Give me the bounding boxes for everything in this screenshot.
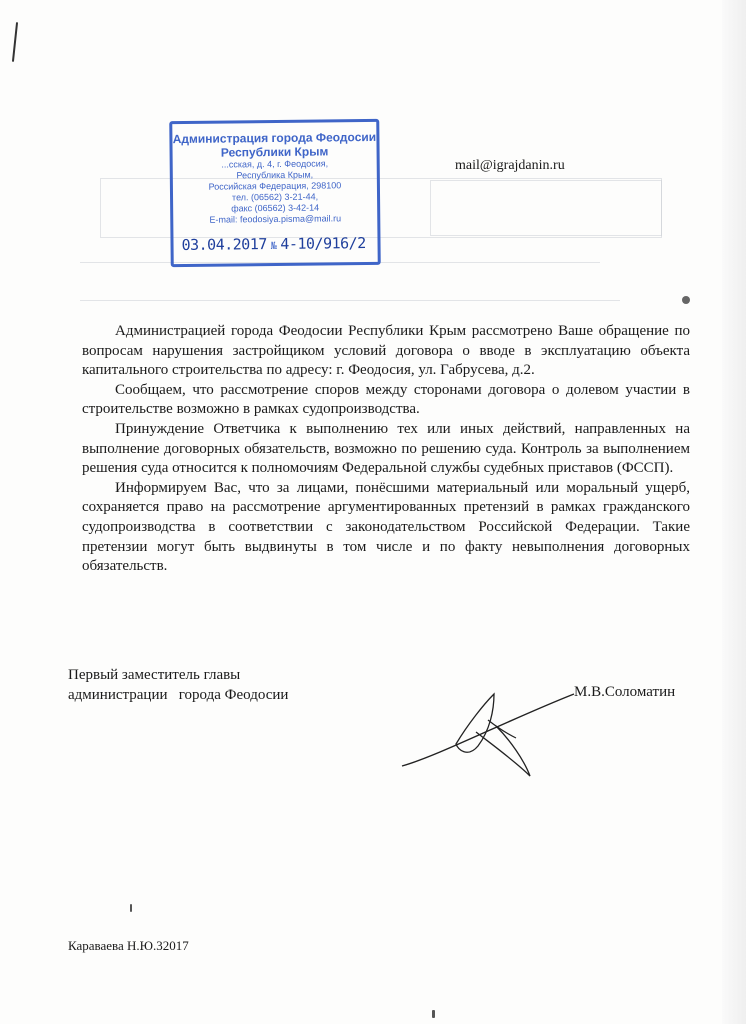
- executor-note: Караваева Н.Ю.32017: [68, 938, 189, 953]
- stamp-region: Республики Крым: [220, 144, 329, 160]
- signatory-title-line: Первый заместитель главы: [68, 667, 241, 683]
- handwritten-signature: [398, 690, 578, 780]
- body-paragraph: Администрацией города Феодосии Республики Крым рассмотрено Ваше обращение по вопросам нарушения застройщиком условий договора о вводе в эксплуатацию объекта капитального строительства по адресу: г. Феодосия, ул. Габрусева, д.2.: [82, 323, 690, 379]
- scan-edge: [722, 0, 746, 1024]
- signatory-name: М.В.Соломатин: [574, 684, 676, 700]
- signatory-title: [68, 666, 288, 705]
- body-paragraph: Информируем Вас, что за лицами, понёсшими материальный или моральный ущерб, сохраняется право на рассмотрение аргументированных претензий в рамках гражданского судопроизводства в соответствии с законодательством Российской Федерации. Такие претензии могут быть выдвинуты в том числе и по факту невыполнения договорных обязательств.: [82, 479, 690, 575]
- registration-stamp: [169, 119, 381, 267]
- scan-mark: [682, 296, 690, 304]
- stamp-phone: тел. (06562) 3-21-44,: [231, 191, 319, 203]
- scan-mark: [130, 904, 132, 912]
- stamp-date: 03.04.2017: [181, 235, 267, 254]
- stamp-number-label: №: [270, 240, 277, 253]
- stamp-fax: факс (06562) 3-42-14: [231, 202, 320, 214]
- recipient-email: mail@igrajdanin.ru: [455, 158, 565, 173]
- signatory-title-line: администрации города Феодосии: [68, 686, 289, 703]
- body-paragraph: Принуждение Ответчика к выполнению тех или иных действий, направленных на выполнение договорных обязательств, возможно по решению суда. Контроль за выполнением решения суда относится к полномочиям Федеральной службы судебных приставов (ФССП).: [82, 420, 690, 477]
- stamp-org-name: Администрация города Феодосии: [172, 129, 377, 147]
- stamp-date-number: [181, 234, 365, 254]
- scan-mark: [12, 22, 18, 62]
- scan-mark: [432, 1010, 435, 1018]
- stamp-address: Российская Федерация, 298100: [208, 180, 342, 192]
- stamp-address: ...сская, д. 4, г. Феодосия,: [221, 158, 329, 170]
- bleed-through-box: [430, 180, 662, 236]
- stamp-number: 4-10/916/2: [280, 234, 366, 253]
- bleed-through-line: [80, 300, 620, 301]
- letter-body: [82, 322, 690, 577]
- stamp-address: Республика Крым,: [236, 169, 314, 181]
- body-paragraph: Сообщаем, что рассмотрение споров между сторонами договора о долевом участии в строительстве возможно в рамках судопроизводства.: [82, 381, 690, 418]
- stamp-email: E-mail: feodosiya.pisma@mail.ru: [209, 213, 342, 225]
